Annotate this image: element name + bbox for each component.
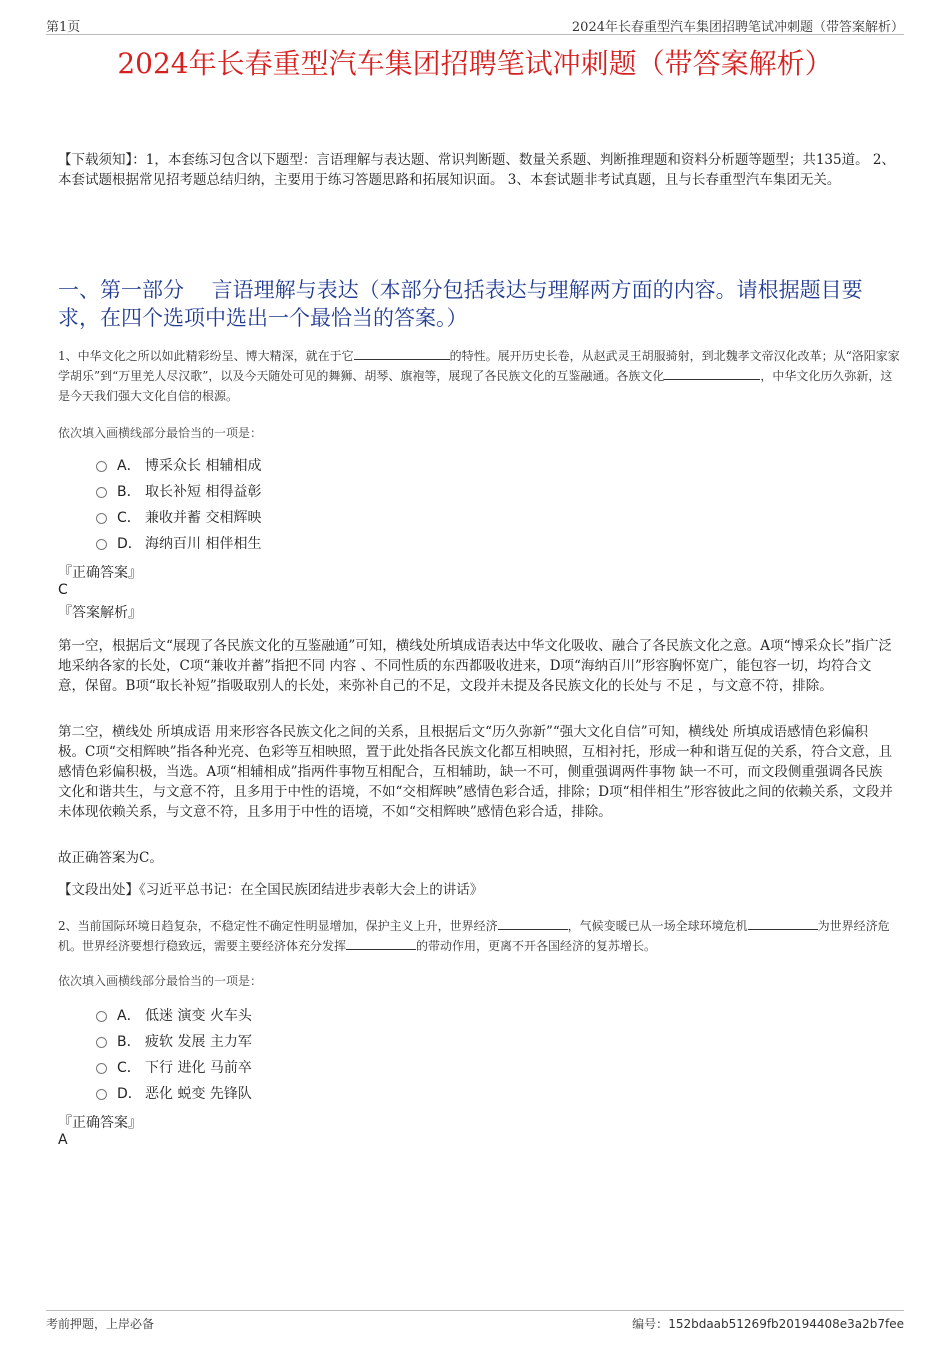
q2-blank-1 — [498, 917, 568, 930]
q1-option-d[interactable]: D． 海纳百川 相伴相生 — [96, 534, 261, 554]
q1-blank-2 — [664, 367, 760, 380]
radio-icon[interactable] — [96, 1011, 107, 1022]
download-notice: 【下载须知】：1，本套练习包含以下题型：言语理解与表达题、常识判断题、数量关系题、判断推理题和资料分析题等题型；共135道。 2、本套试题根据常见招考题总结归纳，主要用于练习答题思路和拓展知识面。 3、本套试题非考试真题，且与长春重型汽车集团无关。 — [58, 152, 895, 188]
q2-option-a[interactable]: A． 低迷 演变 火车头 — [96, 1006, 252, 1026]
q1-analysis-paragraph-1: 第一空，根据后文“展现了各民族文化的互鉴融通”可知，横线处所填成语表达中华文化吸收、融合了各民族文化之意。A项“博采众长”指广泛地采纳各家的长处，C项“兼收并蓄”指把不同 内容 、不同性质的东西都吸收进来，D项“海纳百川”形容胸怀宽广，能包容一切，均符合文意，保留。B项“取长补短”指吸取别人的长处，来弥补自己的不足，文段并未提及各民族文化的长处与 不足 ，与文意不符，排除。 — [58, 638, 892, 694]
radio-icon[interactable] — [96, 1089, 107, 1100]
q2-text-part-d: 的带动作用，更离不开各国经济的复苏增长。 — [416, 939, 657, 953]
question-2-prompt: 依次填入画横线部分最恰当的一项是： — [58, 974, 263, 988]
question-2-text — [58, 916, 900, 956]
footer-slogan: 考前押题，上岸必备 — [46, 1317, 155, 1331]
q1-option-b[interactable]: B． 取长补短 相得益彰 — [96, 482, 261, 502]
q1-answer-label: 『正确答案』 — [58, 565, 142, 581]
q1-option-a[interactable]: A． 博采众长 相辅相成 — [96, 456, 261, 476]
q1-analysis-paragraph-2: 第二空，横线处 所填成语 用来形容各民族文化之间的关系，且根据后文“历久弥新”“强大文化自信”可知，横线处 所填成语感情色彩偏积极。C项“交相辉映”指各种光亮、色彩等互相映照，置于此处指各民族文化都互相映照，互相衬托，形成一种和谐互促的关系，符合文意，且感情色彩偏积极，当选。A项“相辅相成”指两件事物互相配合，互相辅助，缺一不可，侧重强调两件事物 缺一不可，而文段侧重强调各民族文化和谐共生，与文意不符，且多用于中性的语境，不如“交相辉映”感情色彩合适，排除；D项“相伴相生”形容彼此之间的依赖关系，文段并未体现依赖关系，与文意不符，且多用于中性的语境，不如“交相辉映”感情色彩合适，排除。 — [58, 724, 893, 820]
q2-answer-label: 『正确答案』 — [58, 1115, 142, 1131]
q1-answer: C — [58, 582, 68, 598]
radio-icon[interactable] — [96, 1037, 107, 1048]
q2-option-c[interactable]: C． 下行 进化 马前卒 — [96, 1058, 252, 1078]
q2-blank-3 — [346, 937, 416, 950]
q1-text-part-a: 1、中华文化之所以如此精彩纷呈、博大精深，就在于它 — [58, 349, 354, 363]
q1-conclusion: 故正确答案为C。 — [58, 850, 163, 866]
q2-text-part-c: 为世界经济危机。世界经济要想行稳致远，需要主要经济体充分发挥 — [58, 919, 890, 953]
page-number: 第1页 — [46, 20, 81, 35]
q2-text-part-a: 2、当前国际环境日趋复杂，不稳定性不确定性明显增加，保护主义上升，世界经济 — [58, 919, 498, 933]
radio-icon[interactable] — [96, 1063, 107, 1074]
q1-text-part-b: 的特性。展开历史长卷，从赵武灵王胡服骑射，到北魏孝文帝汉化改革；从“洛阳家家学胡乐”到“万里羌人尽汉歌”，以及今天随处可见的舞狮、胡琴、旗袍等，展现了各民族文化的互鉴融通。各族文化 — [58, 349, 900, 383]
footer-code: 编号：152bdaab51269fb20194408e3a2b7fee — [632, 1317, 904, 1331]
radio-icon[interactable] — [96, 539, 107, 550]
q2-blank-2 — [748, 917, 818, 930]
q2-option-d[interactable]: D． 恶化 蜕变 先锋队 — [96, 1084, 252, 1104]
q1-text-part-c: ，中华文化历久弥新，这是今天我们强大文化自信的根源。 — [58, 369, 893, 403]
q2-option-b[interactable]: B． 疲软 发展 主力军 — [96, 1032, 252, 1052]
question-1-text — [58, 346, 900, 406]
q1-option-c[interactable]: C． 兼收并蓄 交相辉映 — [96, 508, 261, 528]
header-doc-title: 2024年长春重型汽车集团招聘笔试冲刺题（带答案解析） — [571, 20, 904, 35]
document-title: 2024年长春重型汽车集团招聘笔试冲刺题（带答案解析） — [117, 47, 833, 80]
section-title: 一、第一部分 言语理解与表达（本部分包括表达与理解两方面的内容。请根据题目要求，在四个选项中选出一个最恰当的答案。） — [58, 278, 863, 330]
radio-icon[interactable] — [96, 461, 107, 472]
q2-answer: A — [58, 1132, 68, 1148]
q1-source: 【文段出处】《习近平总书记：在全国民族团结进步表彰大会上的讲话》 — [58, 882, 484, 898]
page-footer — [46, 1310, 904, 1331]
page-header — [46, 14, 904, 35]
radio-icon[interactable] — [96, 487, 107, 498]
question-1-prompt: 依次填入画横线部分最恰当的一项是： — [58, 426, 263, 440]
radio-icon[interactable] — [96, 513, 107, 524]
q2-text-part-b: ，气候变暖已从一场全球环境危机 — [567, 919, 748, 933]
q1-blank-1 — [354, 347, 450, 360]
q1-analysis-label: 『答案解析』 — [58, 605, 142, 621]
